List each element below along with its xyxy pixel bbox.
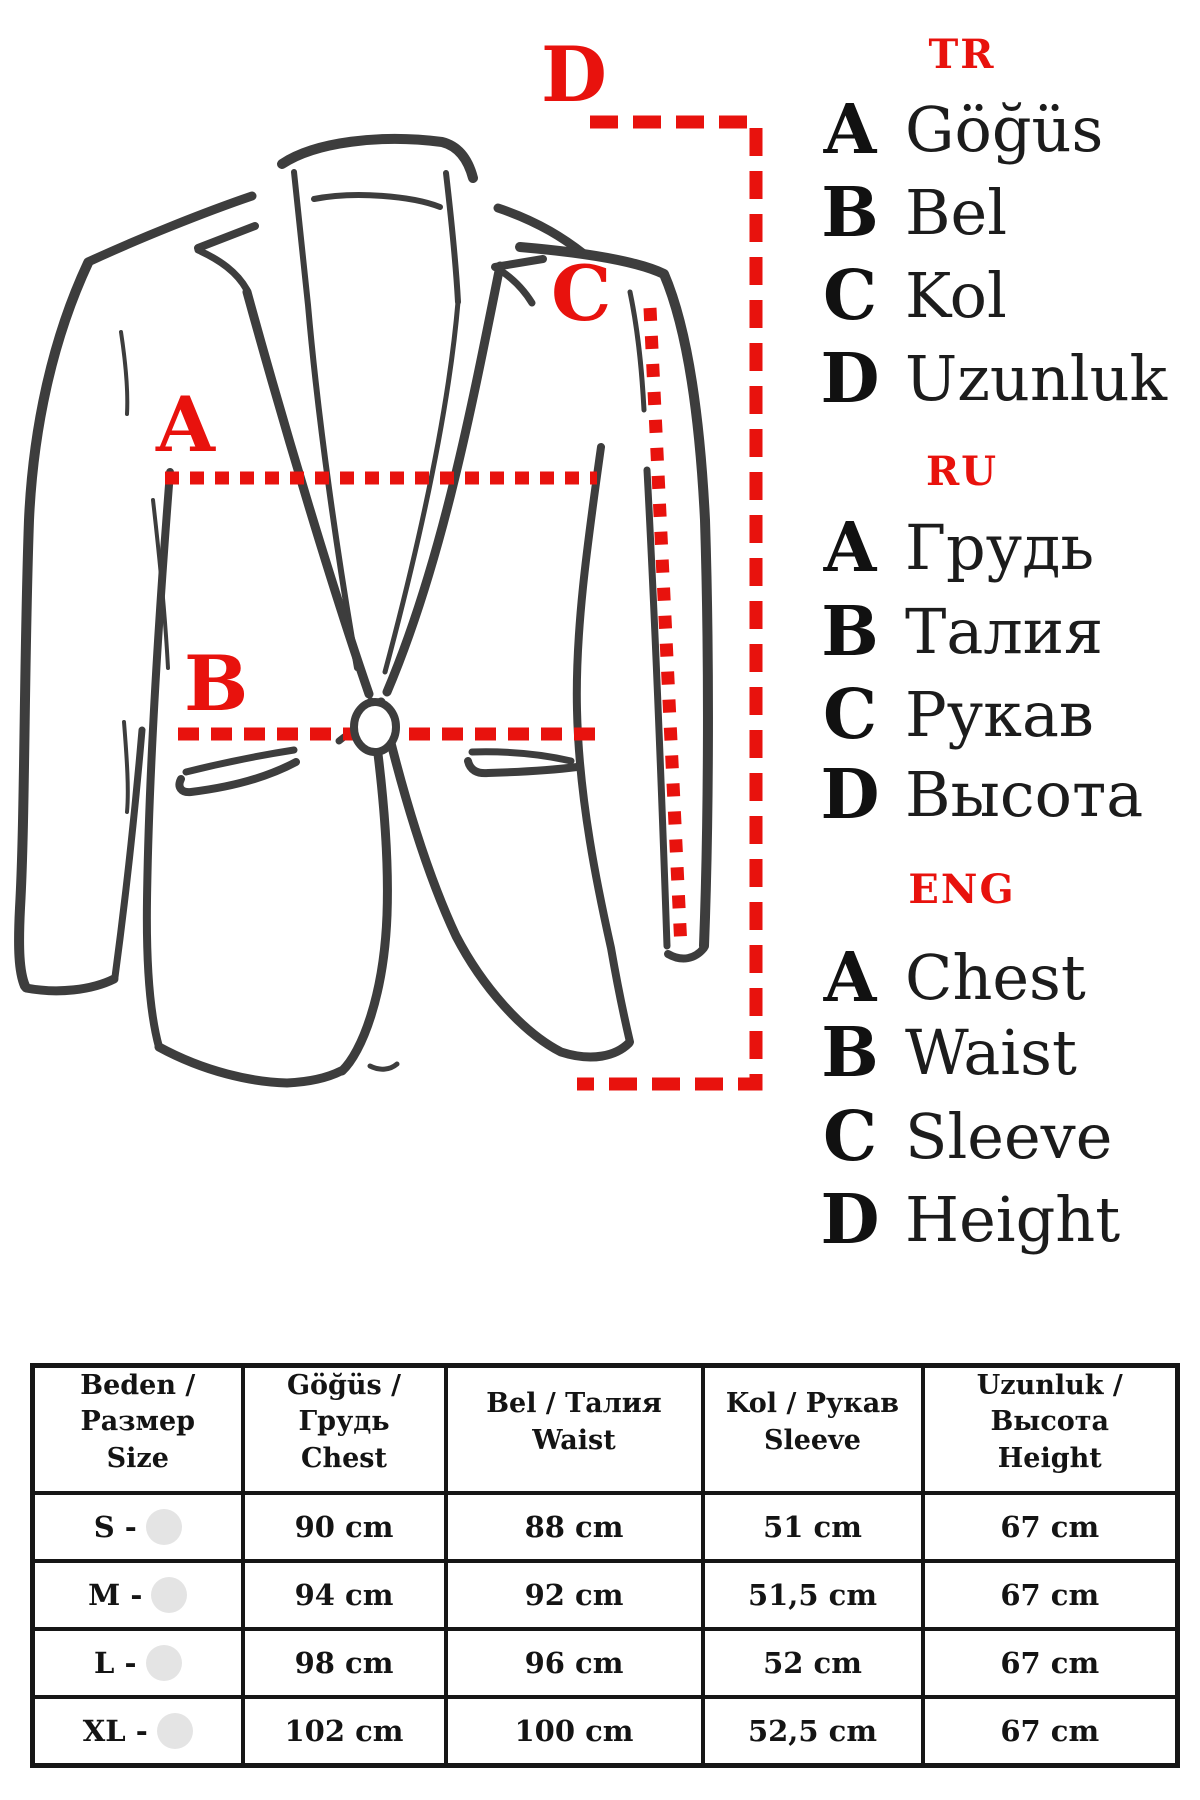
table-header-row [33, 1366, 1178, 1494]
legend-item [812, 1180, 1121, 1260]
table-row [33, 1697, 1178, 1766]
legend-item [812, 256, 1007, 336]
legend-letter: B [821, 173, 879, 253]
col-header-chest: Göğüs / Грудь Chest [243, 1366, 446, 1494]
waist-cell: 92 cm [446, 1561, 703, 1629]
legend-item [812, 938, 1086, 1018]
legend-letter: B [821, 1013, 879, 1093]
diagram-marker-c: C [551, 249, 612, 338]
legend-item [812, 1013, 1077, 1093]
legend-header-ru: RU [925, 448, 999, 495]
legend-item [812, 173, 1008, 253]
legend-item [812, 675, 1094, 755]
col-header-height: Uzunluk / Высота Height [923, 1366, 1178, 1494]
size-cell: M - [33, 1561, 243, 1629]
legend-item [812, 755, 1144, 835]
waist-cell: 88 cm [446, 1493, 703, 1561]
legend-label: Height [905, 1183, 1121, 1256]
legend-letter: A [823, 90, 877, 170]
legend-label: Chest [905, 941, 1086, 1014]
height-cell: 67 cm [923, 1629, 1178, 1697]
legend-label: Грудь [905, 511, 1095, 584]
waist-cell: 96 cm [446, 1629, 703, 1697]
legend-label: Uzunluk [905, 342, 1168, 415]
legend-label: Рукав [905, 678, 1094, 751]
chest-cell: 94 cm [243, 1561, 446, 1629]
sleeve-cell: 51 cm [703, 1493, 923, 1561]
legend-header-eng: ENG [908, 866, 1016, 913]
legend-label: Waist [905, 1016, 1077, 1089]
legend-letter: D [820, 339, 880, 419]
legend-item [812, 508, 1095, 588]
chest-cell: 90 cm [243, 1493, 446, 1561]
legend-label: Талия [905, 595, 1104, 668]
height-cell: 67 cm [923, 1561, 1178, 1629]
sleeve-cell: 51,5 cm [703, 1561, 923, 1629]
legend-letter: A [823, 938, 877, 1018]
chest-cell: 102 cm [243, 1697, 446, 1766]
height-cell: 67 cm [923, 1697, 1178, 1766]
legend-letter: A [823, 508, 877, 588]
censored-size-blob [146, 1509, 182, 1545]
size-cell: XL - [33, 1697, 243, 1766]
legend-letter: C [822, 675, 878, 755]
legend-letter: B [821, 592, 879, 672]
sleeve-cell: 52,5 cm [703, 1697, 923, 1766]
legend-label: Bel [905, 176, 1008, 249]
table-row [33, 1629, 1178, 1697]
legend-letter: C [822, 1097, 878, 1177]
table-row [33, 1561, 1178, 1629]
legend-letter: D [820, 1180, 880, 1260]
chest-cell: 98 cm [243, 1629, 446, 1697]
legend-label: Sleeve [905, 1100, 1113, 1173]
legend-label: Kol [905, 259, 1007, 332]
col-header-waist: Bel / Талия Waist [446, 1366, 703, 1494]
censored-size-blob [157, 1713, 193, 1749]
waist-cell: 100 cm [446, 1697, 703, 1766]
diagram-marker-a: A [156, 380, 215, 469]
size-table [30, 1363, 1180, 1768]
size-cell: S - [33, 1493, 243, 1561]
legend-label: Göğüs [905, 93, 1104, 166]
table-row [33, 1493, 1178, 1561]
censored-size-blob [146, 1645, 182, 1681]
col-header-sleeve: Kol / Рукав Sleeve [703, 1366, 923, 1494]
jacket-button [354, 702, 396, 752]
legend-item [812, 592, 1104, 672]
legend-label: Высота [905, 758, 1144, 831]
height-cell: 67 cm [923, 1493, 1178, 1561]
legend-letter: D [820, 755, 880, 835]
size-cell: L - [33, 1629, 243, 1697]
sleeve-cell: 52 cm [703, 1629, 923, 1697]
legend-item [812, 1097, 1113, 1177]
col-header-size: Beden / Размер Size [33, 1366, 243, 1494]
censored-size-blob [151, 1577, 187, 1613]
legend-letter: C [822, 256, 878, 336]
legend-header-tr: TR [928, 31, 996, 78]
legend-item [812, 90, 1104, 170]
diagram-marker-d: D [541, 30, 607, 119]
diagram-marker-b: B [184, 639, 249, 728]
legend-item [812, 339, 1168, 419]
